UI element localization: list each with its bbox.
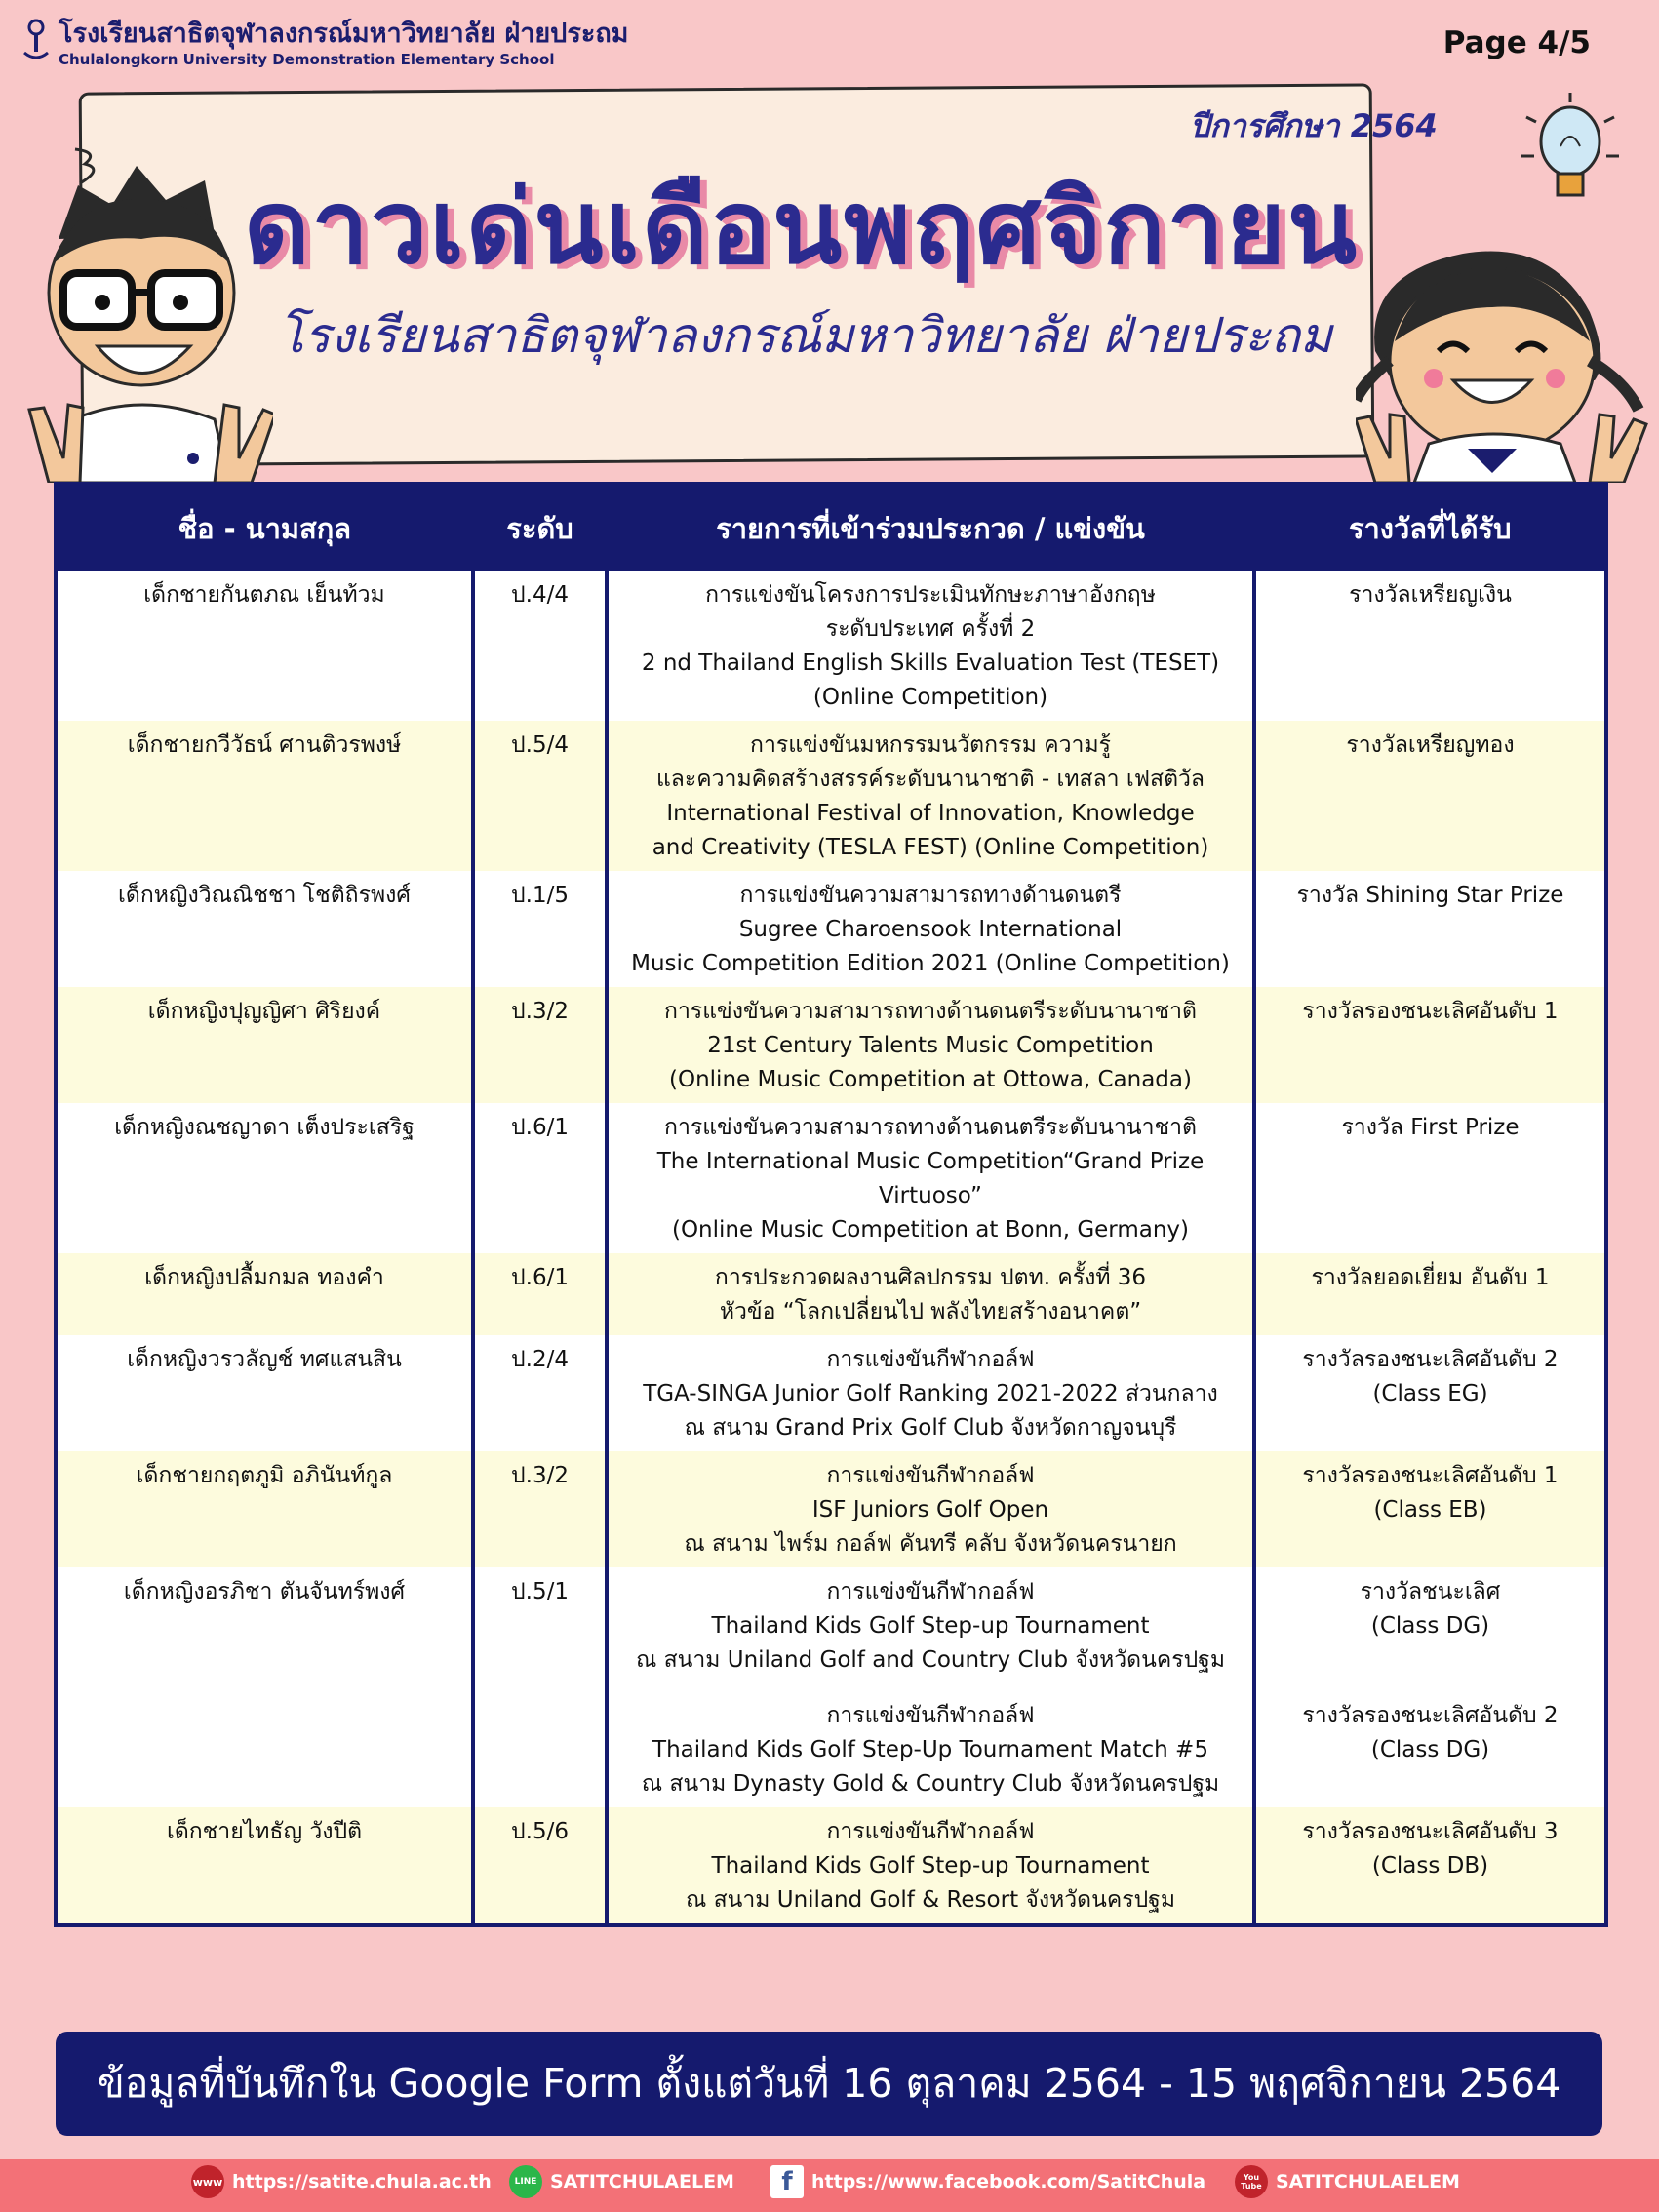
grade-level-cell xyxy=(473,1335,607,1451)
award-cell xyxy=(1254,721,1606,871)
awards-table-body xyxy=(56,571,1606,1925)
website-url: https://satite.chula.ac.th xyxy=(232,2171,492,2192)
award-line: รางวัลเหรียญเงิน xyxy=(1349,582,1512,608)
student-name: เด็กชายกันตภณ เย็นท้วม xyxy=(143,582,385,608)
table-row xyxy=(56,721,1606,871)
event-line: และความคิดสร้างสรรค์ระดับนานาชาติ - เทสลา เฟสติวัล xyxy=(655,767,1205,792)
event-line: การประกวดผลงานศิลปกรรม ปตท. ครั้งที่ 36 xyxy=(714,1265,1147,1290)
grade-level: ป.3/2 xyxy=(511,999,569,1024)
table-row xyxy=(56,1253,1606,1335)
event-line: and Creativity (TESLA FEST) (Online Competition) xyxy=(652,835,1209,860)
award-line: รางวัลยอดเยี่ยม อันดับ 1 xyxy=(1311,1265,1550,1290)
event-line: 2 nd Thailand English Skills Evaluation Test (TESET) xyxy=(641,651,1220,676)
event-cell xyxy=(607,1335,1254,1451)
page-title: ดาวเด่นเดือนพฤศจิกายน xyxy=(244,168,1360,287)
student-name: เด็กหญิงปุญญิศา ศิริยงค์ xyxy=(147,999,381,1024)
event-line: ณ สนาม ไพร์ม กอล์ฟ คันทรี คลับ จังหวัดนครนายก xyxy=(684,1531,1177,1557)
student-name-cell xyxy=(56,1807,473,1925)
event-cell xyxy=(607,871,1254,987)
student-name-cell xyxy=(56,1335,473,1451)
student-name-cell xyxy=(56,1451,473,1567)
award-cell xyxy=(1254,1253,1606,1335)
award-cell xyxy=(1254,1567,1606,1807)
student-name-cell xyxy=(56,571,473,721)
page-subtitle: โรงเรียนสาธิตจุฬาลงกรณ์มหาวิทยาลัย ฝ่ายประถม xyxy=(278,307,1332,364)
event-line: การแข่งขันความสามารถทางด้านดนตรีระดับนานาชาติ xyxy=(664,999,1197,1024)
event-cell xyxy=(607,1567,1254,1807)
event-line: (Online Music Competition at Ottowa, Canada) xyxy=(669,1067,1192,1092)
event-cell xyxy=(607,1253,1254,1335)
award-line: (Class DG) xyxy=(1370,1613,1490,1639)
awards-table xyxy=(54,482,1608,1927)
school-logo-icon xyxy=(21,18,51,62)
student-name: เด็กหญิงวิณณิชชา โชติถิรพงศ์ xyxy=(118,883,411,908)
table-row xyxy=(56,1807,1606,1925)
facebook-link[interactable] xyxy=(770,2165,1205,2198)
grade-level-cell xyxy=(473,987,607,1103)
table-row xyxy=(56,1567,1606,1807)
grade-level-cell xyxy=(473,1103,607,1253)
grade-level-cell xyxy=(473,1567,607,1807)
girl-illustration-icon xyxy=(1356,215,1648,483)
line-id: SATITCHULAELEM xyxy=(550,2171,734,2192)
table-header-row xyxy=(56,484,1606,571)
award-line: รางวัลรองชนะเลิศอันดับ 1 xyxy=(1302,999,1559,1024)
student-name: เด็กหญิงวรวลัญช์ ทศแสนสิน xyxy=(127,1347,402,1372)
event-cell xyxy=(607,1451,1254,1567)
award-line: รางวัล Shining Star Prize xyxy=(1296,883,1564,908)
event-cell xyxy=(607,987,1254,1103)
grade-level: ป.4/4 xyxy=(511,582,569,608)
event-line: Music Competition Edition 2021 (Online Competition) xyxy=(631,951,1230,976)
award-line: (Class EG) xyxy=(1372,1381,1488,1406)
page-number: Page 4/5 xyxy=(1442,25,1591,60)
student-name: เด็กชายกวีวัธน์ ศานติวรพงษ์ xyxy=(127,732,402,758)
header-award: รางวัลที่ได้รับ xyxy=(1254,484,1606,571)
student-name: เด็กหญิงอรภิชา ตันจันทร์พงศ์ xyxy=(123,1579,406,1604)
table-row xyxy=(56,987,1606,1103)
event-line: ณ สนาม Grand Prix Golf Club จังหวัดกาญจนบุรี xyxy=(684,1415,1177,1441)
event-line: ณ สนาม Uniland Golf and Country Club จังหวัดนครปฐม xyxy=(635,1647,1226,1673)
grade-level: ป.3/2 xyxy=(511,1463,569,1488)
event-line: Sugree Charoensook International xyxy=(738,917,1123,942)
globe-icon: www xyxy=(191,2165,224,2198)
event-line: ISF Juniors Golf Open xyxy=(811,1497,1049,1522)
award-line: (Class DG) xyxy=(1370,1737,1490,1762)
grade-level-cell xyxy=(473,721,607,871)
table-row xyxy=(56,871,1606,987)
student-name-cell xyxy=(56,1253,473,1335)
award-line: รางวัลรองชนะเลิศอันดับ 2 xyxy=(1302,1347,1559,1372)
award-cell xyxy=(1254,987,1606,1103)
event-line: การแข่งขันโครงการประเมินทักษะภาษาอังกฤษ xyxy=(705,582,1156,608)
event-line: การแข่งขันความสามารถทางด้านดนตรี xyxy=(739,883,1122,908)
website-link[interactable] xyxy=(191,2165,492,2198)
data-period-note: ข้อมูลที่บันทึกใน Google Form ตั้งแต่วันที่ 16 ตุลาคม 2564 - 15 พฤศจิกายน 2564 xyxy=(56,2032,1602,2136)
event-line: ระดับประเทศ ครั้งที่ 2 xyxy=(825,616,1036,642)
award-line: (Class EB) xyxy=(1373,1497,1487,1522)
event-line: (Online Competition) xyxy=(812,685,1048,710)
event-line: Thailand Kids Golf Step-up Tournament xyxy=(711,1853,1150,1878)
school-name-th: โรงเรียนสาธิตจุฬาลงกรณ์มหาวิทยาลัย ฝ่ายประถม xyxy=(59,19,629,49)
event-line: TGA-SINGA Junior Golf Ranking 2021-2022 ส่วนกลาง xyxy=(643,1381,1218,1406)
event-cell xyxy=(607,1103,1254,1253)
award-line: รางวัลชนะเลิศ xyxy=(1360,1579,1501,1604)
line-icon: LINE xyxy=(509,2165,542,2198)
award-line: รางวัลเหรียญทอง xyxy=(1346,732,1515,758)
award-cell xyxy=(1254,571,1606,721)
event-line: ณ สนาม Uniland Golf & Resort จังหวัดนครปฐม xyxy=(685,1887,1176,1913)
grade-level: ป.5/1 xyxy=(511,1579,569,1604)
academic-year: ปีการศึกษา 2564 xyxy=(1190,107,1438,144)
grade-level: ป.6/1 xyxy=(511,1265,569,1290)
event-line: การแข่งขันกีฬากอล์ฟ xyxy=(826,1579,1035,1604)
award-cell xyxy=(1254,1451,1606,1567)
table-row xyxy=(56,1451,1606,1567)
event-line: (Online Music Competition at Bonn, Germany) xyxy=(671,1217,1190,1243)
grade-level-cell xyxy=(473,871,607,987)
header-name: ชื่อ - นามสกุล xyxy=(56,484,473,571)
event-cell xyxy=(607,1807,1254,1925)
award-line: (Class DB) xyxy=(1371,1853,1489,1878)
event-line: 21st Century Talents Music Competition xyxy=(707,1033,1154,1058)
award-cell xyxy=(1254,1335,1606,1451)
youtube-link[interactable] xyxy=(1235,2165,1460,2198)
student-name-cell xyxy=(56,721,473,871)
school-header xyxy=(21,18,628,68)
award-line: รางวัล First Prize xyxy=(1341,1115,1520,1140)
facebook-url: https://www.facebook.com/SatitChula xyxy=(811,2171,1206,2192)
event-line: หัวข้อ “โลกเปลี่ยนไป พลังไทยสร้างอนาคต” xyxy=(719,1299,1142,1324)
grade-level-cell xyxy=(473,1451,607,1567)
event-line: การแข่งขันมหกรรมนวัตกรรม ความรู้ xyxy=(750,732,1111,758)
school-name-en: Chulalongkorn University Demonstration Elementary School xyxy=(59,51,555,68)
award-line: รางวัลรองชนะเลิศอันดับ 2 xyxy=(1302,1703,1559,1728)
grade-level-cell xyxy=(473,1807,607,1925)
event-line: การแข่งขันกีฬากอล์ฟ xyxy=(826,1819,1035,1844)
event-line: Thailand Kids Golf Step-up Tournament xyxy=(711,1613,1150,1639)
student-name: เด็กหญิงณชญาดา เต็งประเสริฐ xyxy=(114,1115,415,1140)
student-name: เด็กชายกฤตภูมิ อภินันท์กูล xyxy=(136,1463,393,1488)
grade-level-cell xyxy=(473,1253,607,1335)
award-cell xyxy=(1254,1807,1606,1925)
event-line: The International Music Competition“Grand Prize Virtuoso” xyxy=(656,1149,1205,1208)
event-line: Thailand Kids Golf Step-Up Tournament Match #5 xyxy=(652,1737,1208,1762)
boy-illustration-icon xyxy=(20,146,273,483)
line-link[interactable] xyxy=(509,2165,734,2198)
youtube-icon: You Tube xyxy=(1235,2165,1268,2198)
event-line: การแข่งขันความสามารถทางด้านดนตรีระดับนานาชาติ xyxy=(664,1115,1197,1140)
student-name: เด็กชายไทธัญ วังปีติ xyxy=(166,1819,363,1844)
award-cell xyxy=(1254,871,1606,987)
student-name-cell xyxy=(56,1103,473,1253)
grade-level: ป.5/4 xyxy=(511,732,569,758)
event-cell xyxy=(607,721,1254,871)
event-line: การแข่งขันกีฬากอล์ฟ xyxy=(826,1347,1035,1372)
lightbulb-icon xyxy=(1517,88,1624,229)
header-event: รายการที่เข้าร่วมประกวด / แข่งขัน xyxy=(607,484,1254,571)
table-row xyxy=(56,571,1606,721)
table-row xyxy=(56,1103,1606,1253)
grade-level: ป.5/6 xyxy=(511,1819,569,1844)
student-name-cell xyxy=(56,987,473,1103)
award-line: รางวัลรองชนะเลิศอันดับ 1 xyxy=(1302,1463,1559,1488)
scribble-icon xyxy=(70,144,109,193)
event-cell xyxy=(607,571,1254,721)
grade-level: ป.1/5 xyxy=(511,883,569,908)
award-cell xyxy=(1254,1103,1606,1253)
header-level: ระดับ xyxy=(473,484,607,571)
table-row xyxy=(56,1335,1606,1451)
student-name: เด็กหญิงปลื้มกมล ทองคำ xyxy=(144,1265,384,1290)
event-line: การแข่งขันกีฬากอล์ฟ xyxy=(826,1463,1035,1488)
event-line: การแข่งขันกีฬากอล์ฟ xyxy=(826,1703,1035,1728)
student-name-cell xyxy=(56,871,473,987)
youtube-channel: SATITCHULAELEM xyxy=(1276,2171,1460,2192)
facebook-icon: f xyxy=(770,2165,804,2198)
grade-level: ป.6/1 xyxy=(511,1115,569,1140)
event-line: ณ สนาม Dynasty Gold & Country Club จังหวัดนครปฐม xyxy=(641,1771,1220,1797)
award-line: รางวัลรองชนะเลิศอันดับ 3 xyxy=(1302,1819,1559,1844)
student-name-cell xyxy=(56,1567,473,1807)
grade-level-cell xyxy=(473,571,607,721)
event-line: International Festival of Innovation, Knowledge xyxy=(666,801,1195,826)
grade-level: ป.2/4 xyxy=(511,1347,569,1372)
